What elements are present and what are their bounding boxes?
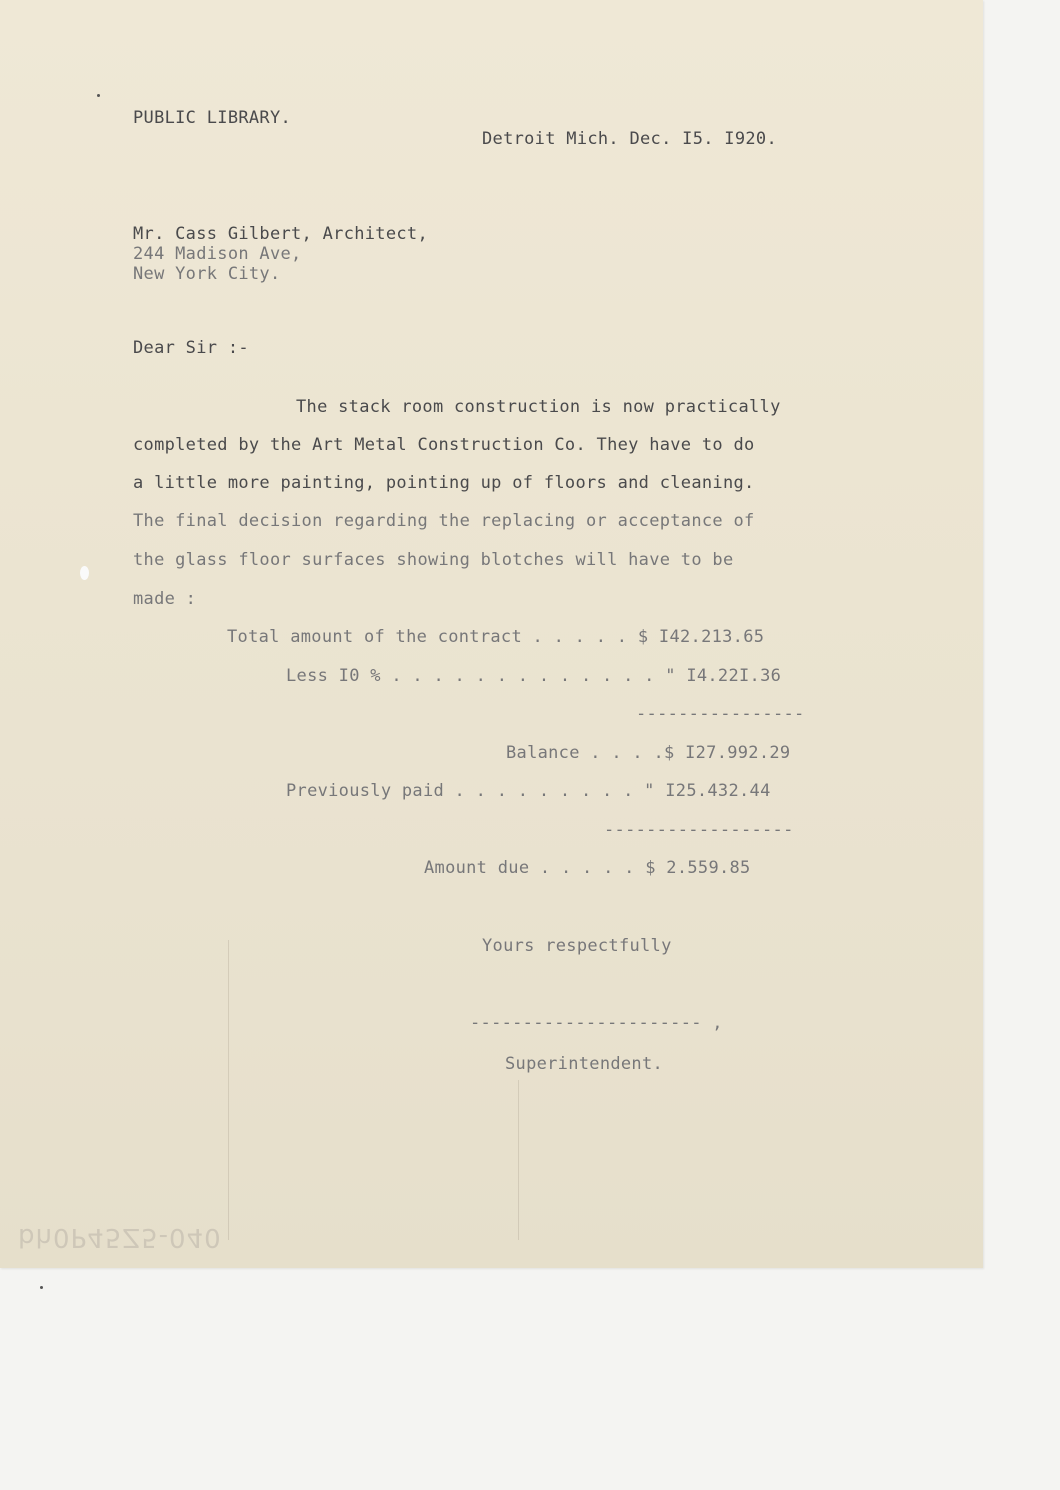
body-line: made :	[133, 589, 197, 609]
signature-title: Superintendent.	[505, 1054, 664, 1074]
body-line: a little more painting, pointing up of floors and cleaning.	[133, 473, 755, 493]
sum-rule-1: ----------------	[636, 704, 805, 724]
total-amount-line: Total amount of the contract . . . . . $ I42.213.65	[227, 627, 765, 647]
sum-rule-2: ------------------	[604, 820, 794, 840]
signature-line: ---------------------- ,	[470, 1013, 723, 1033]
paper-hole	[80, 566, 89, 580]
date-line: Detroit Mich. Dec. I5. I920.	[482, 129, 777, 149]
recipient-line-1: Mr. Cass Gilbert, Architect,	[133, 224, 428, 244]
closing: Yours respectfully	[482, 936, 672, 956]
paper-crease	[518, 1080, 519, 1240]
body-line: completed by the Art Metal Construction Co. They have to do	[133, 435, 755, 455]
salutation: Dear Sir :-	[133, 338, 249, 358]
body-line: the glass floor surfaces showing blotches will have to be	[133, 550, 734, 570]
archive-stamp: bh0P45Z5-040	[18, 1222, 222, 1252]
amount-due-line: Amount due . . . . . $ 2.559.85	[424, 858, 751, 878]
paper-crease	[228, 940, 229, 1240]
recipient-line-2: 244 Madison Ave,	[133, 244, 302, 264]
dust-speck	[40, 1286, 43, 1289]
previously-paid-line: Previously paid . . . . . . . . . " I25.432.44	[286, 781, 771, 801]
body-line: The final decision regarding the replacing or acceptance of	[133, 511, 755, 531]
balance-line: Balance . . . .$ I27.992.29	[506, 743, 791, 763]
body-line: The stack room construction is now practically	[296, 397, 781, 417]
less-percent-line: Less I0 % . . . . . . . . . . . . . " I4.22I.36	[286, 666, 782, 686]
letterhead: PUBLIC LIBRARY.	[133, 108, 292, 128]
dust-speck	[97, 94, 100, 97]
recipient-line-3: New York City.	[133, 264, 281, 284]
